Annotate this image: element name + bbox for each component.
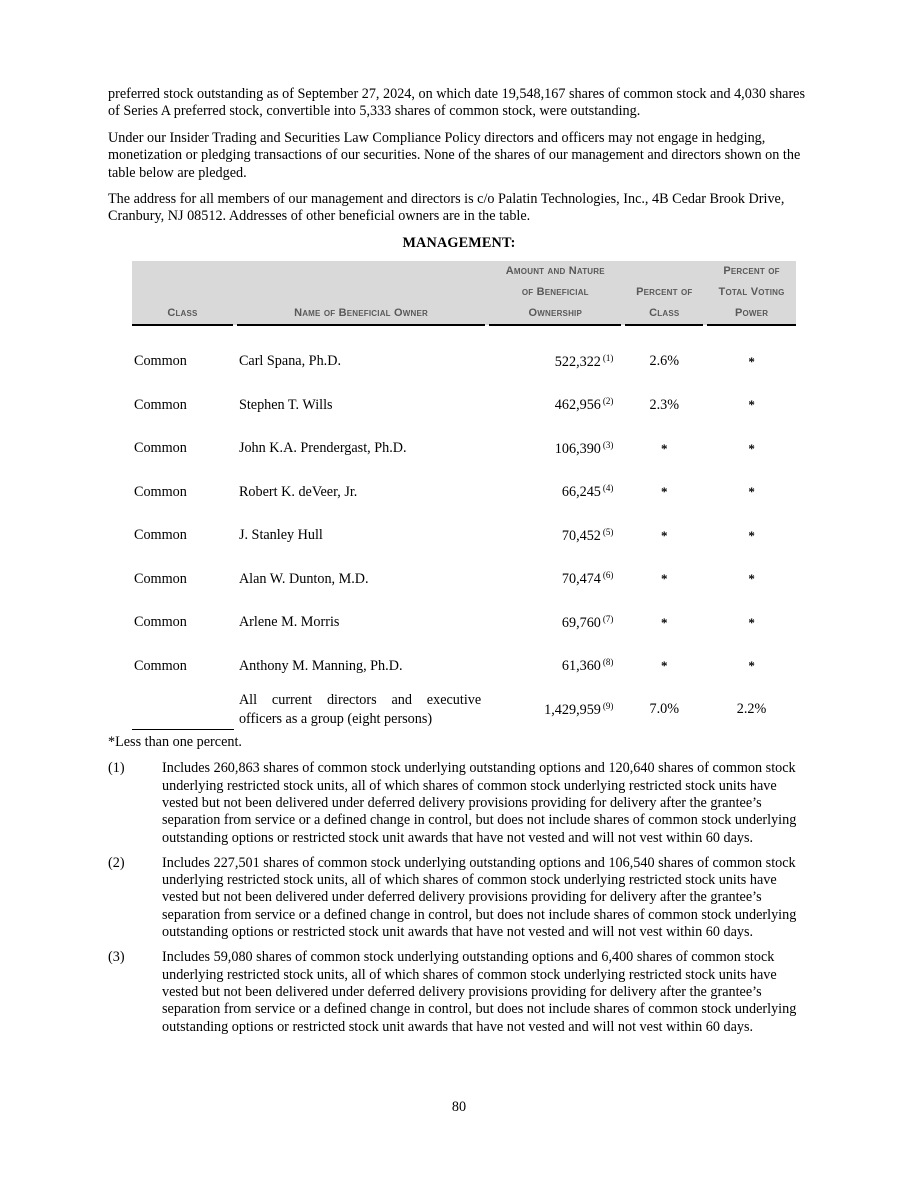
intro-paragraph-2: Under our Insider Trading and Securities Law Compliance Policy directors and officers may not engage in hedging, monetization or pledging transactions of our securities. None of the shares of our management and directors shown on the table below are pledged. [108, 129, 801, 181]
footnote-ref: (9) [602, 700, 614, 711]
cell-amount: 106,390 $^{(3)}$ [554, 439, 614, 457]
table-row [132, 557, 796, 601]
cell-amount: 522,322 $^{(1)}$ [554, 352, 614, 370]
footnote-text: Includes 260,863 shares of common stock underlying outstanding options and 120,640 shares of common stock underlying restricted stock units, all of which shares of common stock underlying restricted stock units have vested but not been delivered under deferred delivery provisions providing for delivery after the grantee’s separation from service or a defined change in control, but does not include shares of common stock underlying outstanding options or restricted stock unit awards that have not vested and will not vest within 60 days. [162, 760, 797, 846]
table-row [132, 383, 796, 427]
cell-percent-voting: * [748, 397, 755, 413]
cell-class: Common [134, 483, 187, 500]
footnote-ref: (7) [602, 613, 614, 624]
footnote-ref: (3) [602, 439, 614, 450]
cell-name: J. Stanley Hull [238, 527, 323, 544]
cell-name: Carl Spana, Ph.D. [238, 353, 342, 370]
cell-percent-voting: * [748, 484, 755, 500]
cell-percent-voting: * [748, 658, 755, 674]
cell-name: Robert K. deVeer, Jr. [238, 483, 358, 500]
section-heading: MANAGEMENT: [402, 234, 516, 251]
document-page [108, 86, 810, 1044]
table-row [132, 470, 796, 514]
table-row-total [132, 688, 796, 732]
header-percent-voting: Percent of Total Voting Power [707, 261, 796, 325]
cell-percent-class: 2.6% [649, 353, 680, 370]
cell-percent-voting: 2.2% [736, 701, 767, 718]
cell-class: Common [134, 570, 187, 587]
footnote-text: Includes 227,501 shares of common stock underlying outstanding options and 106,540 shares of common stock underlying restricted stock units, all of which shares of common stock underlying restricted stock units have vested but not been delivered under deferred delivery provisions providing for delivery after the grantee’s separation from service or a defined change in control, but does not include shares of common stock underlying outstanding options or restricted stock unit awards that have not vested and will not vest within 60 days. [162, 854, 797, 941]
cell-class: Common [134, 396, 187, 413]
footnote-number: (1) [108, 760, 125, 777]
page-number: 80 [451, 1099, 467, 1115]
footnote-ref: (6) [602, 570, 614, 581]
footnote-ref: (8) [602, 657, 614, 668]
cell-name: All current directors and executive officers as a group (eight persons) [238, 691, 482, 727]
cell-amount: 66,245 $^{(4)}$ [561, 483, 614, 501]
table-row [132, 514, 796, 558]
cell-name: Arlene M. Morris [238, 614, 340, 631]
footnote-number: (2) [108, 854, 125, 871]
intro-paragraph-1: preferred stock outstanding as of September 27, 2024, on which date 19,548,167 shares of common stock and 4,030 shares of Series A preferred stock, convertible into 5,333 shares of common stock, were outstanding. [108, 86, 806, 120]
header-amount: Amount and Nature of Beneficial Ownership [489, 261, 621, 325]
cell-percent-voting: * [748, 571, 755, 587]
cell-percent-class: * [661, 571, 668, 587]
header-percent-class: Percent of Class [625, 261, 703, 325]
cell-class: Common [134, 440, 187, 457]
cell-amount: 69,760 $^{(7)}$ [561, 613, 614, 631]
table-row [132, 427, 796, 471]
cell-name: Stephen T. Wills [238, 396, 333, 413]
cell-class: Common [134, 614, 187, 631]
cell-percent-class: 2.3% [649, 396, 680, 413]
cell-name: Anthony M. Manning, Ph.D. [238, 657, 403, 674]
cell-class: Common [134, 657, 187, 674]
table-header [132, 261, 796, 325]
cell-name: John K.A. Prendergast, Ph.D. [238, 440, 407, 457]
cell-class [132, 688, 233, 732]
cell-percent-class: * [661, 440, 668, 456]
footnote-ref: (1) [602, 352, 614, 363]
table-row [132, 325, 796, 384]
cell-percent-class: * [661, 527, 668, 543]
intro-paragraph-3: The address for all members of our management and directors is c/o Palatin Technologies, Inc., 4B Cedar Brook Drive, Cranbury, NJ 08512. Addresses of other beneficial owners are in the table. [108, 191, 785, 225]
cell-percent-class: 7.0% [649, 701, 680, 718]
cell-amount: 1,429,959 $^{(9)}$ [544, 700, 614, 718]
cell-percent-class: * [661, 484, 668, 500]
table-row [132, 644, 796, 688]
footnote-divider [132, 729, 234, 730]
footnote-number: (3) [108, 949, 125, 966]
footnote [108, 760, 810, 846]
cell-percent-voting: * [748, 527, 755, 543]
cell-percent-class: * [661, 658, 668, 674]
footnote-ref: (4) [602, 483, 614, 494]
cell-name: Alan W. Dunton, M.D. [238, 570, 369, 587]
cell-amount: 70,474 $^{(6)}$ [561, 570, 614, 588]
cell-percent-voting: * [748, 440, 755, 456]
cell-amount: 462,956 $^{(2)}$ [554, 396, 614, 414]
cell-percent-voting: * [748, 614, 755, 630]
header-class: Class [132, 261, 233, 325]
ownership-table [132, 261, 796, 732]
cell-amount: 61,360 $^{(8)}$ [561, 657, 614, 675]
less-than-note: *Less than one percent. [108, 734, 242, 751]
cell-percent-class: * [661, 614, 668, 630]
cell-amount: 70,452 $^{(5)}$ [561, 526, 614, 544]
footnote-ref: (2) [602, 396, 614, 407]
cell-percent-voting: * [748, 353, 755, 369]
header-name: Name of Beneficial Owner [237, 261, 485, 325]
table-row [132, 601, 796, 645]
footnote-ref: (5) [602, 526, 614, 537]
footnote [108, 949, 810, 1035]
cell-class: Common [134, 527, 187, 544]
footnote-text: Includes 59,080 shares of common stock underlying outstanding options and 6,400 shares of common stock underlying restricted stock units, all of which shares of common stock underlying restricted stock units have vested but not been delivered under deferred delivery provisions providing for delivery after the grantee’s separation from service or a defined change in control, but does not include shares of common stock underlying outstanding options or restricted stock unit awards that have not vested and will not vest within 60 days. [162, 949, 797, 1035]
footnote [108, 855, 810, 941]
cell-class: Common [134, 353, 187, 370]
